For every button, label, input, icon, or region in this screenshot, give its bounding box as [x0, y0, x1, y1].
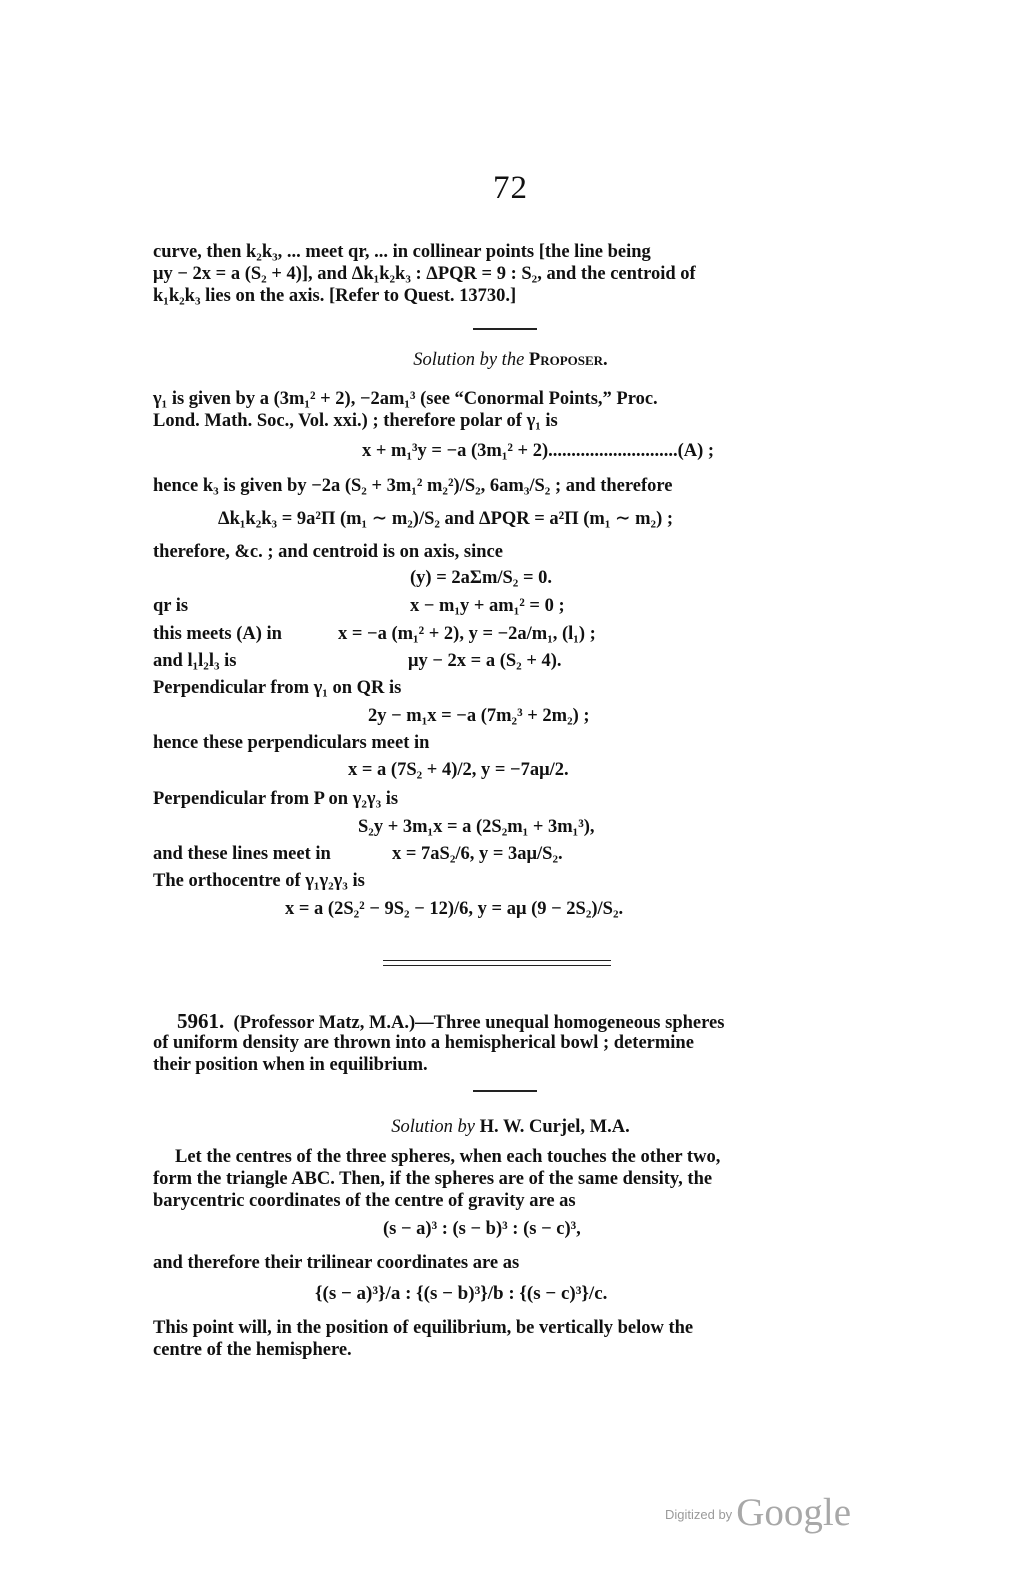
digitized-by-google-watermark [665, 1490, 851, 1535]
question-line [153, 1010, 850, 1032]
section-divider [473, 328, 537, 330]
intro-paragraph [153, 241, 850, 307]
text-line: Let the centres of the three spheres, when each touches the other two, [175, 1147, 721, 1167]
text-line: centre of the hemisphere. [153, 1340, 352, 1360]
hence-k3-line [153, 473, 850, 501]
therefore-line [153, 539, 850, 567]
perpendicular1-equation: 2y − m₁x = −a (7m₂³ + 2m₂) ; [368, 706, 590, 726]
orthocentre-equation: x = a (2S₂² − 9S₂ − 12)/6, y = aμ (9 − 2S₂)/S₂. [285, 899, 624, 919]
trilinear-text [153, 1250, 850, 1278]
text-line: therefore, &c. ; and centroid is on axis, since [153, 542, 503, 562]
section-divider [473, 1090, 537, 1092]
trilinear-equation: {(s − a)³}/a : {(s − b)³}/b : {(s − c)³}/c. [315, 1283, 608, 1304]
solution-heading-proposer [0, 350, 1021, 371]
lines-meet-equation: x = 7aS₂/6, y = 3aμ/S₂. [392, 844, 563, 864]
text-line: and therefore their trilinear coordinates are as [153, 1253, 520, 1273]
solution1-body [153, 388, 850, 432]
l-label: and l₁l₂l₃ is [153, 651, 237, 671]
text-line: This point will, in the position of equilibrium, be vertically below the [153, 1318, 694, 1338]
hence-meet-text: hence these perpendiculars meet in [153, 733, 430, 753]
page-number: 72 [493, 170, 528, 206]
text-line: curve, then k₂k₃, ... meet qr, ... in collinear points [the line being [153, 242, 651, 262]
text-line: Lond. Math. Soc., Vol. xxi.) ; therefore polar of γ₁ is [153, 411, 558, 431]
qr-label: qr is [153, 596, 189, 616]
text-line: γ₁ is given by a (3m₁² + 2), −2am₁³ (see “Conormal Points,” Proc. [153, 389, 658, 409]
perpendicular1-text: Perpendicular from γ₁ on QR is [153, 678, 402, 698]
qr-equation: x − m₁y + am₁² = 0 ; [410, 596, 565, 616]
text-line: form the triangle ABC. Then, if the spheres are of the same density, the [153, 1169, 713, 1189]
meet-equation: x = a (7S₂ + 4)/2, y = −7aμ/2. [348, 760, 569, 780]
perpendicular2-equation: S₂y + 3m₁x = a (2S₂m₁ + 3m₁³), [358, 817, 595, 837]
heading-author: Proposer. [528, 350, 608, 370]
lines-meet-label: and these lines meet in [153, 844, 331, 864]
l-equation: μy − 2x = a (S₂ + 4). [408, 651, 562, 671]
equation-A: x + m₁³y = −a (3m₁² + 2)............................(A) ; [362, 441, 715, 461]
question-line: their position when in equilibrium. [153, 1055, 428, 1075]
watermark-small-text: Digitized by [664, 1507, 733, 1522]
delta-equation: Δk₁k₂k₃ = 9a²Π (m₁ ∼ m₂)/S₂ and ΔPQR = a²Π (m₁ ∼ m₂) ; [218, 509, 674, 529]
heading-author: H. W. Curjel, M.A. [479, 1117, 630, 1137]
orthocentre-text: The orthocentre of γ₁γ₂γ₃ is [153, 871, 365, 891]
question-5961 [153, 1010, 850, 1076]
meets-label: this meets (A) in [153, 624, 282, 644]
meets-equation: x = −a (m₁² + 2), y = −2a/m₁, (l₁) ; [338, 624, 596, 644]
perpendicular2-text: Perpendicular from P on γ₂γ₃ is [153, 789, 399, 809]
double-divider [383, 960, 611, 966]
barycentric-equation: (s − a)³ : (s − b)³ : (s − c)³, [383, 1219, 581, 1239]
heading-italic: Solution by the [413, 350, 525, 370]
centroid-equation: (y) = 2aΣm/S₂ = 0. [410, 568, 553, 588]
question-text: (Professor Matz, M.A.)—Three unequal homogeneous spheres [233, 1013, 725, 1033]
text-line: k₁k₂k₃ lies on the axis. [Refer to Quest. 13730.] [153, 286, 517, 306]
solution-heading-curjel [0, 1117, 1021, 1138]
text-line: barycentric coordinates of the centre of gravity are as [153, 1191, 576, 1211]
text-line: μy − 2x = a (S₂ + 4)], and Δk₁k₂k₃ : ΔPQR = 9 : S₂, and the centroid of [153, 264, 696, 284]
solution2-paragraph [153, 1146, 850, 1212]
google-logo: Google [736, 1491, 851, 1534]
text-line: hence k₃ is given by −2a (S₂ + 3m₁² m₂²)/S₂, 6am₃/S₂ ; and therefore [153, 476, 673, 496]
final-paragraph [153, 1317, 850, 1361]
question-number: 5961. [177, 1009, 225, 1033]
question-line: of uniform density are thrown into a hemispherical bowl ; determine [153, 1033, 694, 1053]
heading-italic: Solution by [391, 1117, 476, 1137]
